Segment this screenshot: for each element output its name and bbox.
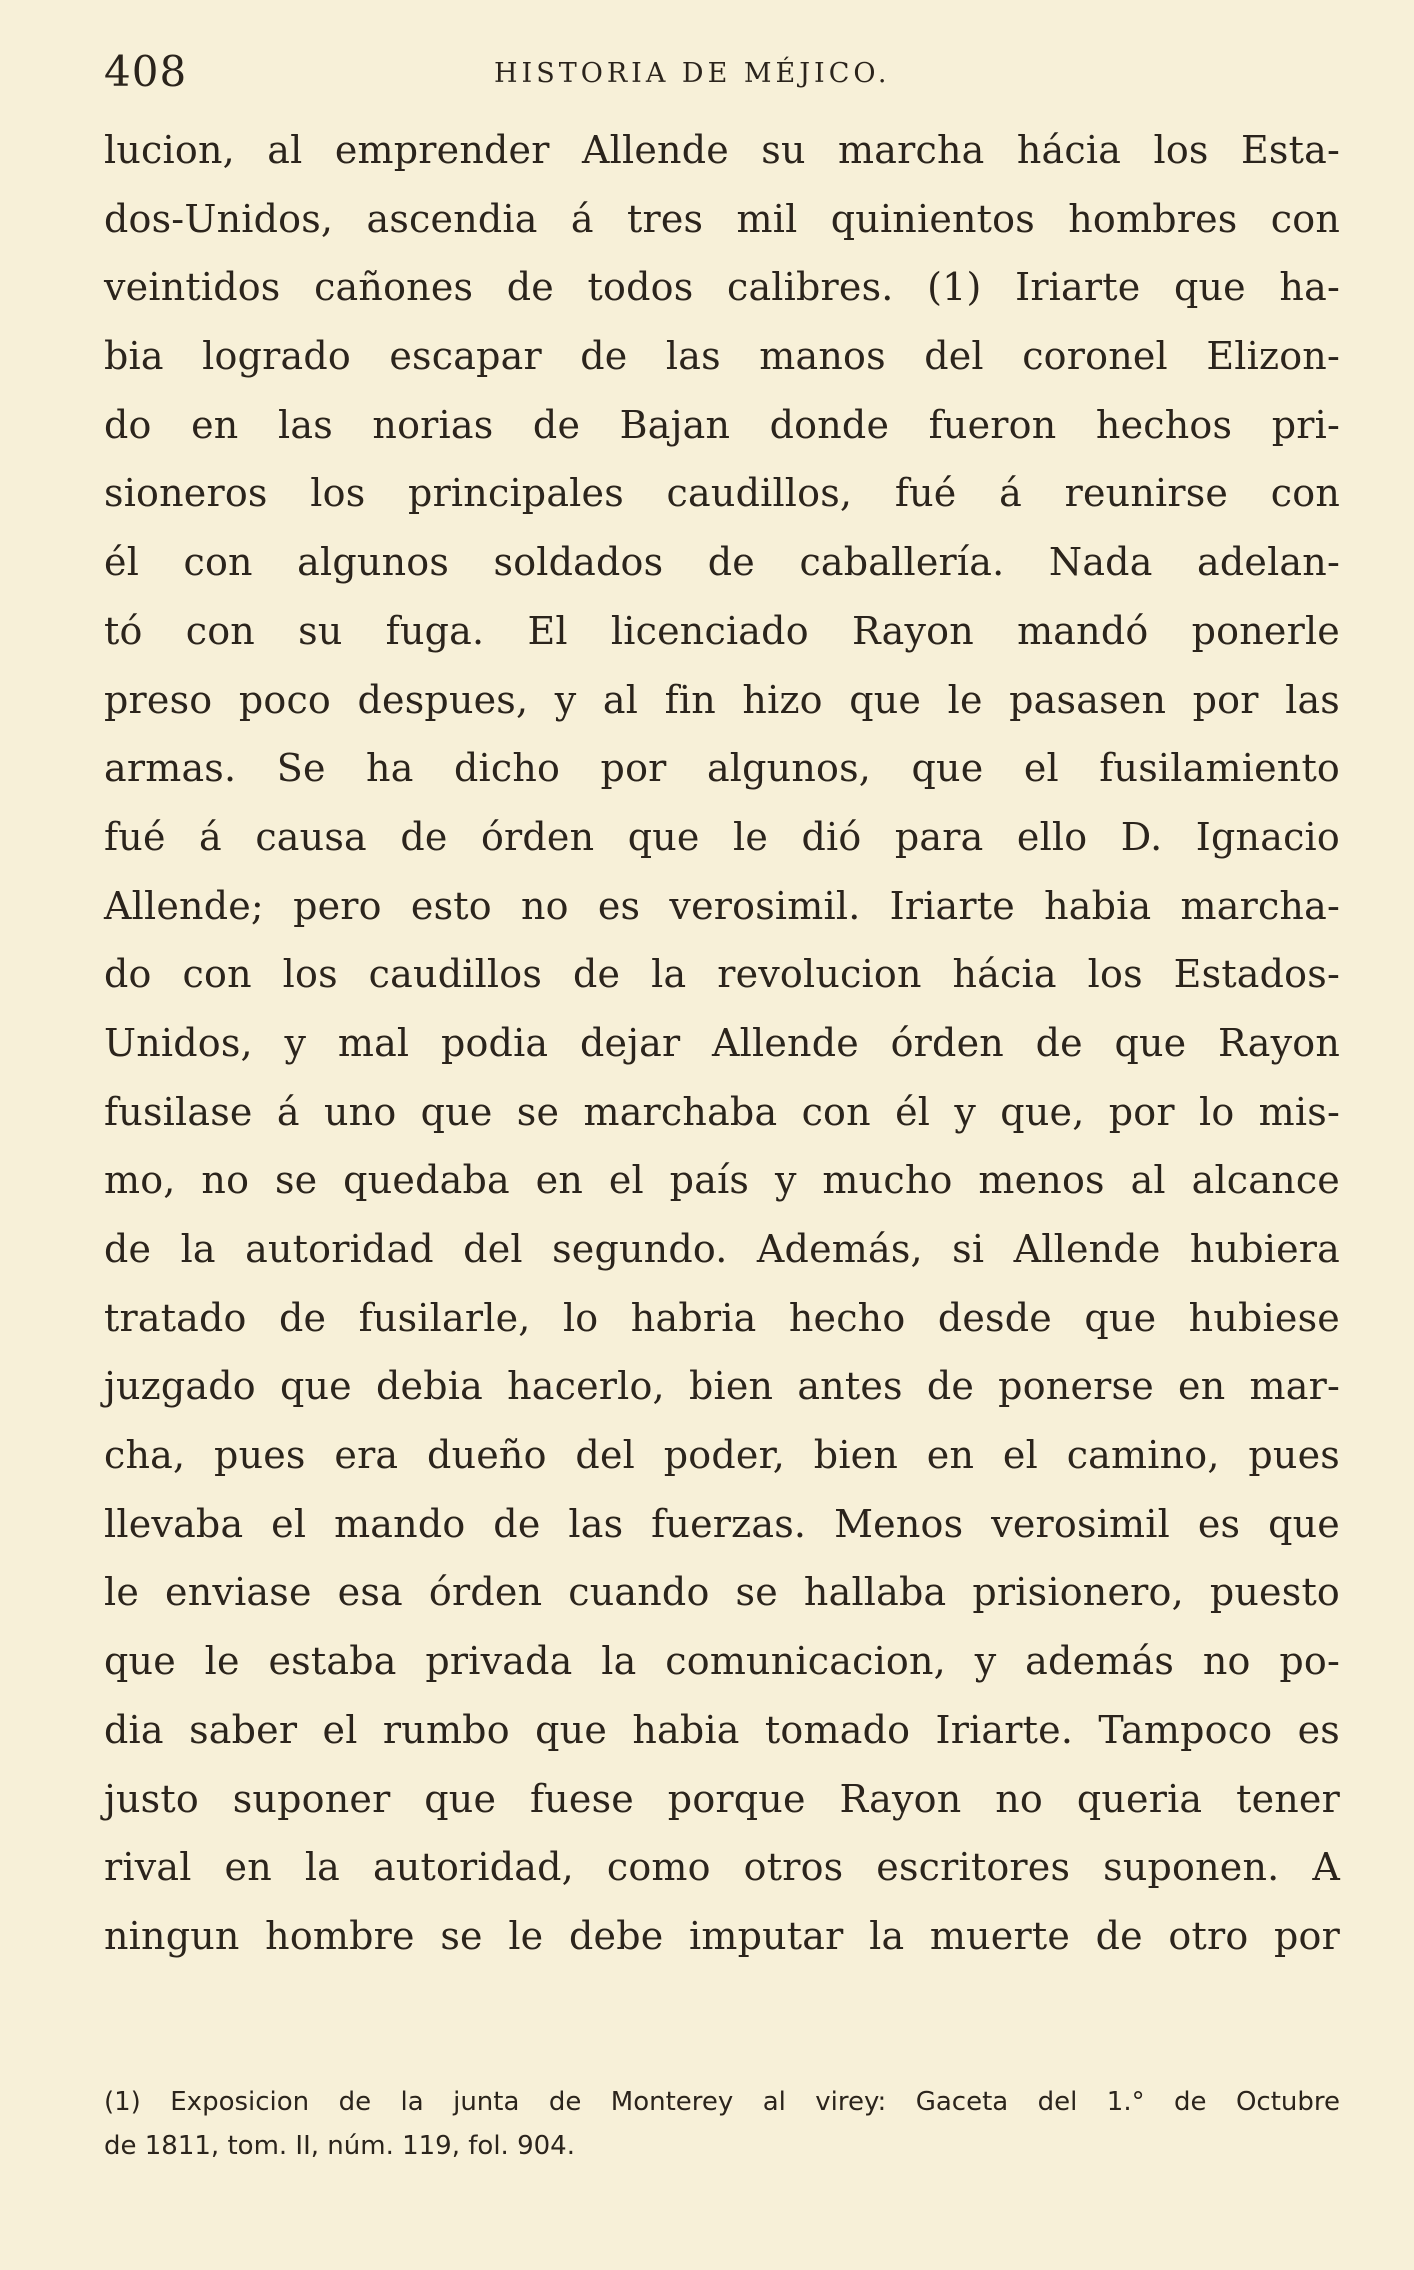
text-line: rival en la autoridad, como otros escritores suponen. A: [104, 1845, 1340, 1890]
text-line: veintidos cañones de todos calibres. (1) Iriarte que ha-: [104, 265, 1340, 310]
text-line: mo, no se quedaba en el país y mucho menos al alcance: [104, 1158, 1340, 1203]
text-line: bia logrado escapar de las manos del coronel Elizon-: [104, 334, 1340, 379]
text-line: Allende; pero esto no es verosimil. Iriarte habia marcha-: [104, 883, 1340, 928]
body-text: [104, 116, 1340, 1971]
footnote-line: (1) Exposicion de la junta de Monterey al virey: Gaceta del 1.° de Octubre: [104, 2087, 1340, 2117]
footnote: [104, 2080, 1340, 2168]
text-line: de la autoridad del segundo. Además, si Allende hubiera: [104, 1227, 1340, 1271]
text-line: Unidos, y mal podia dejar Allende órden de que Rayon: [104, 1020, 1340, 1065]
text-line: do en las norias de Bajan donde fueron hechos pri-: [104, 402, 1340, 447]
text-line: dia saber el rumbo que habia tomado Iriarte. Tampoco es: [104, 1707, 1340, 1752]
text-line: él con algunos soldados de caballería. Nada adelan-: [104, 540, 1340, 585]
text-line: cha, pues era dueño del poder, bien en el camino, pues: [104, 1433, 1340, 1478]
text-line: tratado de fusilarle, lo habria hecho desde que hubiese: [104, 1295, 1340, 1340]
text-line: armas. Se ha dicho por algunos, que el fusilamiento: [104, 746, 1340, 791]
text-line: ningun hombre se le debe imputar la muerte de otro por: [104, 1913, 1340, 1958]
text-line: llevaba el mando de las fuerzas. Menos verosimil es que: [104, 1501, 1340, 1546]
text-line: do con los caudillos de la revolucion hácia los Estados-: [104, 952, 1340, 997]
text-line: fusilase á uno que se marchaba con él y que, por lo mis-: [104, 1089, 1340, 1134]
footnote-line: de 1811, tom. II, núm. 119, fol. 904.: [104, 2131, 575, 2161]
running-title: HISTORIA DE MÉJICO.: [494, 58, 891, 89]
text-line: justo suponer que fuese porque Rayon no queria tener: [104, 1776, 1340, 1821]
text-line: tó con su fuga. El licenciado Rayon mandó ponerle: [104, 608, 1340, 653]
text-line: sioneros los principales caudillos, fué á reunirse con: [104, 471, 1340, 516]
page-number: 408: [104, 47, 188, 96]
text-line: juzgado que debia hacerlo, bien antes de ponerse en mar-: [104, 1364, 1340, 1409]
text-line: dos-Unidos, ascendia á tres mil quinientos hombres con: [104, 196, 1340, 241]
running-head: [104, 42, 1340, 102]
text-line: preso poco despues, y al fin hizo que le pasasen por las: [104, 677, 1340, 722]
text-line: le enviase esa órden cuando se hallaba prisionero, puesto: [104, 1570, 1340, 1615]
text-line: que le estaba privada la comunicacion, y además no po-: [104, 1639, 1340, 1684]
text-line: lucion, al emprender Allende su marcha hácia los Esta-: [104, 128, 1340, 172]
text-line: fué á causa de órden que le dió para ello D. Ignacio: [104, 814, 1340, 859]
